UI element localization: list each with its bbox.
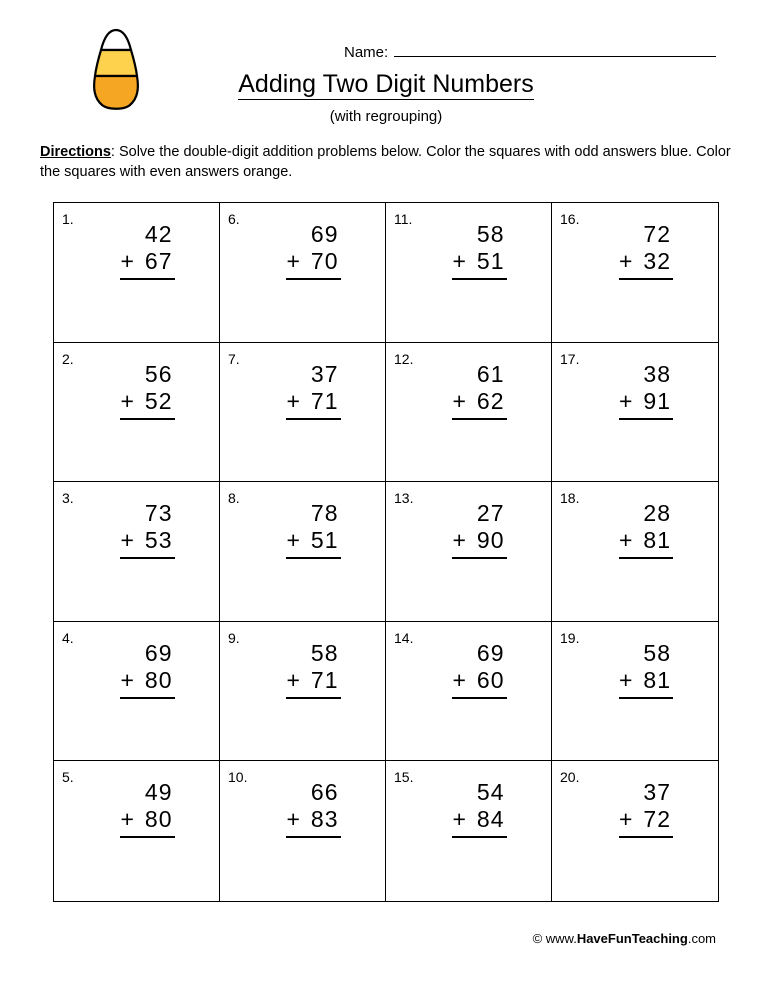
problem-expression [54, 500, 219, 559]
addend-top: 69 [144, 639, 173, 666]
addend-bottom: 62 [476, 387, 505, 414]
problem-cell[interactable] [552, 622, 718, 762]
addend-top: 72 [643, 221, 672, 247]
answer-rule [452, 278, 506, 280]
plus-sign: + [120, 387, 135, 414]
plus-sign: + [452, 248, 467, 274]
answer-rule [286, 697, 340, 699]
plus-sign: + [618, 387, 634, 414]
answer-rule [120, 557, 174, 559]
addend-top: 42 [144, 221, 173, 247]
problem-cell[interactable] [220, 482, 386, 622]
problem-cell[interactable] [386, 203, 552, 343]
problem-expression [386, 361, 551, 420]
addend-top: 58 [643, 639, 672, 666]
addend-top: 58 [310, 639, 339, 666]
plus-sign: + [286, 387, 301, 414]
problem-cell[interactable] [552, 203, 718, 343]
page-title-text: Adding Two Digit Numbers [238, 70, 534, 98]
footer-suffix: .com [687, 931, 716, 946]
problem-number: 15. [394, 769, 414, 786]
problem-cell[interactable] [54, 343, 220, 483]
addend-top: 73 [144, 500, 173, 527]
addend-top: 37 [643, 779, 672, 806]
problem-expression [552, 361, 718, 420]
plus-sign: + [618, 666, 634, 693]
addend-top: 78 [310, 500, 339, 527]
worksheet-header [52, 22, 720, 132]
answer-rule [452, 836, 506, 838]
addend-top: 38 [643, 360, 672, 387]
problem-number: 19. [560, 629, 580, 646]
plus-sign: + [452, 387, 467, 414]
problem-cell[interactable] [220, 622, 386, 762]
problem-expression [220, 500, 385, 559]
plus-sign: + [452, 527, 467, 554]
problem-cell[interactable] [54, 761, 220, 901]
plus-sign: + [286, 806, 301, 833]
problem-number: 10. [228, 769, 248, 786]
answer-rule [120, 836, 174, 838]
addend-bottom: 53 [144, 527, 173, 554]
answer-rule [286, 836, 340, 838]
problem-cell[interactable] [220, 761, 386, 901]
problem-cell[interactable] [386, 482, 552, 622]
problem-number: 12. [394, 350, 414, 367]
problem-expression [220, 221, 385, 280]
answer-rule [286, 418, 340, 420]
directions-label: Directions [40, 144, 111, 160]
answer-rule [452, 418, 506, 420]
problem-number: 8. [228, 490, 240, 507]
answer-rule [286, 557, 340, 559]
addend-top: 37 [310, 360, 339, 387]
problem-number: 16. [560, 211, 580, 227]
addend-bottom: 51 [476, 248, 505, 274]
name-field[interactable] [344, 38, 716, 64]
problem-cell[interactable] [386, 761, 552, 901]
problem-cell[interactable] [220, 203, 386, 343]
problem-number: 13. [394, 490, 414, 507]
addend-bottom: 51 [310, 527, 339, 554]
addend-top: 61 [476, 360, 505, 387]
problem-number: 7. [228, 350, 240, 367]
addend-top: 54 [476, 779, 505, 806]
answer-rule [452, 557, 506, 559]
directions-text: : Solve the double-digit addition problems below. Color the squares with odd answers blue. Color the squares with even answers orange. [40, 144, 731, 180]
problem-number: 17. [560, 350, 580, 367]
problem-expression [552, 779, 718, 838]
problem-number: 20. [560, 769, 580, 786]
addend-top: 28 [643, 500, 672, 527]
answer-rule [286, 278, 340, 280]
addend-bottom: 83 [310, 806, 339, 833]
problem-expression [552, 500, 718, 559]
plus-sign: + [120, 806, 135, 833]
plus-sign: + [120, 248, 135, 274]
problem-cell[interactable] [220, 343, 386, 483]
problem-expression [54, 779, 219, 838]
page-title [52, 70, 720, 99]
addend-bottom: 70 [310, 248, 339, 274]
problem-expression [54, 640, 219, 699]
addend-bottom: 81 [643, 527, 672, 554]
plus-sign: + [452, 806, 467, 833]
problems-grid [53, 202, 719, 902]
problem-expression [386, 500, 551, 559]
problem-number: 3. [62, 490, 74, 507]
problem-expression [386, 779, 551, 838]
addend-bottom: 71 [310, 666, 339, 693]
problem-cell[interactable] [386, 343, 552, 483]
answer-rule [120, 278, 174, 280]
addend-bottom: 52 [144, 387, 173, 414]
problem-expression [54, 361, 219, 420]
addend-bottom: 84 [476, 806, 505, 833]
plus-sign: + [618, 806, 634, 833]
plus-sign: + [618, 248, 634, 274]
problem-expression [220, 779, 385, 838]
addend-top: 69 [476, 639, 505, 666]
footer-brand: HaveFunTeaching [576, 931, 688, 946]
answer-rule [619, 418, 673, 420]
addend-top: 69 [310, 221, 339, 247]
addend-top: 27 [476, 500, 505, 527]
plus-sign: + [286, 248, 301, 274]
problem-number: 6. [228, 211, 240, 227]
page-subtitle: (with regrouping) [329, 108, 443, 125]
addend-bottom: 72 [643, 806, 672, 833]
problem-expression [552, 640, 718, 699]
addend-bottom: 91 [643, 387, 672, 414]
problem-cell[interactable] [386, 622, 552, 762]
problem-cell[interactable] [54, 203, 220, 343]
problem-number: 5. [62, 769, 74, 786]
directions [40, 142, 740, 182]
problem-expression [220, 361, 385, 420]
problem-number: 9. [228, 629, 240, 646]
addend-top: 66 [310, 779, 339, 806]
footer-copyright [533, 931, 716, 946]
problem-cell[interactable] [54, 622, 220, 762]
problem-expression [552, 221, 718, 280]
name-label: Name: [344, 44, 389, 61]
problem-cell[interactable] [552, 482, 718, 622]
problem-number: 14. [394, 629, 414, 646]
answer-rule [452, 697, 506, 699]
plus-sign: + [286, 666, 301, 693]
answer-rule [619, 557, 673, 559]
problem-cell[interactable] [552, 343, 718, 483]
answer-rule [619, 278, 673, 280]
addend-top: 58 [476, 221, 505, 247]
addend-bottom: 80 [144, 806, 173, 833]
problem-cell[interactable] [552, 761, 718, 901]
addend-bottom: 32 [643, 248, 672, 274]
addend-bottom: 90 [476, 527, 505, 554]
problem-number: 11. [394, 211, 413, 227]
plus-sign: + [120, 527, 135, 554]
problem-number: 2. [62, 350, 74, 367]
addend-top: 49 [144, 779, 173, 806]
addend-bottom: 80 [144, 666, 173, 693]
problem-cell[interactable] [54, 482, 220, 622]
problem-number: 1. [62, 211, 74, 227]
plus-sign: + [618, 527, 634, 554]
problem-expression [54, 221, 219, 280]
problem-expression [386, 221, 551, 280]
addend-bottom: 67 [144, 248, 173, 274]
answer-rule [619, 836, 673, 838]
plus-sign: + [286, 527, 301, 554]
problem-number: 18. [560, 490, 580, 507]
answer-rule [120, 697, 174, 699]
addend-bottom: 71 [310, 387, 339, 414]
answer-rule [120, 418, 174, 420]
plus-sign: + [452, 666, 467, 693]
problem-number: 4. [62, 629, 74, 646]
problem-expression [386, 640, 551, 699]
addend-top: 56 [144, 360, 173, 387]
addend-bottom: 60 [476, 666, 505, 693]
addend-bottom: 81 [643, 666, 672, 693]
answer-rule [619, 697, 673, 699]
plus-sign: + [120, 666, 135, 693]
footer-prefix: © www. [532, 931, 577, 946]
name-blank-line[interactable] [394, 38, 716, 57]
problem-expression [220, 640, 385, 699]
